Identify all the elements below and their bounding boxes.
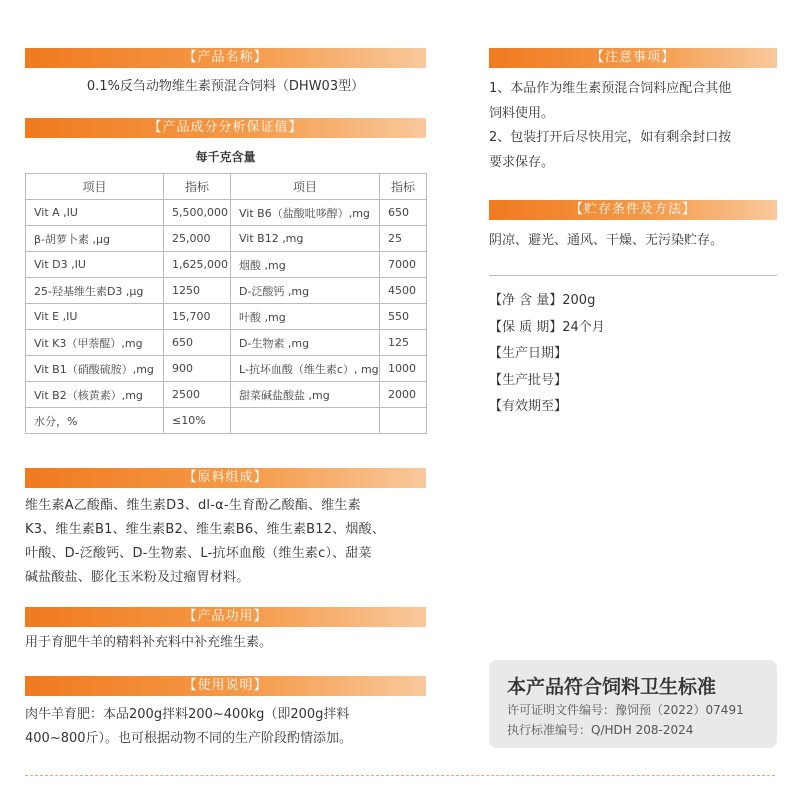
table-row: [26, 330, 427, 356]
analysis-header: 【产品成分分析保证值】: [25, 118, 426, 138]
shelf-life: 【保 质 期】24个月: [489, 319, 605, 335]
table-cell: 叶酸 ,mg: [231, 304, 380, 330]
standard-box: [489, 660, 777, 748]
table-cell: 甜菜碱盐酸盐 ,mg: [231, 382, 380, 408]
table-row: [26, 226, 427, 252]
function-header: 【产品功用】: [25, 607, 426, 627]
table-row: [26, 356, 427, 382]
table-cell: 15,700: [164, 304, 231, 330]
table-cell: 1250: [164, 278, 231, 304]
table-header-row: [26, 174, 427, 200]
notes-line: 饲料使用。: [489, 105, 555, 121]
table-cell: Vit D3 ,IU: [26, 252, 164, 278]
table-cell: 650: [380, 200, 427, 226]
net-weight: 【净 含 量】200g: [489, 293, 596, 308]
table-cell: 650: [164, 330, 231, 356]
table-row: [26, 252, 427, 278]
notes-line: 1、本品作为维生素预混合饲料应配合其他: [489, 81, 732, 96]
table-cell: Vit A ,IU: [26, 200, 164, 226]
ingredients-line: 叶酸、D-泛酸钙、D-生物素、L-抗坏血酸（维生素c）、甜菜: [25, 546, 372, 561]
table-cell: 2500: [164, 382, 231, 408]
ingredients-text: [25, 494, 440, 590]
table-cell: 水分，%: [26, 408, 164, 434]
column-header: 指标: [380, 174, 427, 200]
table-cell: Vit B1（硝酸硫胺）,mg: [26, 356, 164, 382]
product-name-text: 0.1%反刍动物维生素预混合饲料（DHW03型）: [86, 79, 365, 94]
table-cell: Vit E ,IU: [26, 304, 164, 330]
table-row: [26, 382, 427, 408]
table-cell: ≤10%: [164, 408, 231, 434]
table-cell: 2000: [380, 382, 427, 408]
exec-standard: 执行标准编号：Q/HDH 208-2024: [507, 723, 694, 737]
table-cell: 125: [380, 330, 427, 356]
info-list: [489, 288, 779, 421]
table-row: [26, 278, 427, 304]
ingredients-header: 【原料组成】: [25, 468, 426, 488]
table-cell: Vit B6（盐酸吡哆醇）,mg: [231, 200, 380, 226]
analysis-subtitle: 每千克含量: [195, 150, 256, 164]
ingredients-line: 碱盐酸盐、膨化玉米粉及过瘤胃材料。: [25, 570, 250, 585]
table-cell: [380, 408, 427, 434]
table-cell: 25: [380, 226, 427, 252]
usage-text: [25, 703, 440, 751]
table-cell: L-抗坏血酸（维生素c）, mg: [231, 356, 380, 382]
storage-text: 阴凉、避光、通风、干燥、无污染贮存。: [489, 233, 724, 248]
storage-header: 【贮存条件及方法】: [489, 200, 777, 220]
table-cell: 5,500,000: [164, 200, 231, 226]
table-cell: Vit B12 ,mg: [231, 226, 380, 252]
table-cell: 1,625,000: [164, 252, 231, 278]
usage-header: 【使用说明】: [25, 676, 426, 696]
expiry-date: 【有效期至】: [489, 399, 568, 414]
table-cell: 25,000: [164, 226, 231, 252]
table-cell: Vit K3（甲萘醌）,mg: [26, 330, 164, 356]
storage-divider: [489, 275, 777, 276]
table-cell: 4500: [380, 278, 427, 304]
table-cell: 550: [380, 304, 427, 330]
production-date: 【生产日期】: [489, 346, 568, 361]
license-number: 许可证明文件编号：豫饲预（2022）07491: [507, 703, 744, 717]
table-row: [26, 408, 427, 434]
usage-line: 肉牛羊育肥：本品200g拌料200~400kg（即200g拌料: [25, 707, 350, 722]
column-header: 项目: [26, 174, 164, 200]
product-name-header: 【产品名称】: [25, 48, 426, 68]
table-cell: 7000: [380, 252, 427, 278]
notes-line: 要求保存。: [489, 154, 555, 170]
column-header: 项目: [231, 174, 380, 200]
bottom-dashed-divider: [25, 775, 775, 776]
column-header: 指标: [164, 174, 231, 200]
table-row: [26, 304, 427, 330]
ingredients-line: K3、维生素B1、维生素B2、维生素B6、维生素B12、烟酸、: [25, 522, 386, 537]
table-cell: 25-羟基维生素D3 ,μg: [26, 278, 164, 304]
batch-number: 【生产批号】: [489, 372, 568, 388]
analysis-table: [25, 173, 427, 434]
table-cell: D-生物素 ,mg: [231, 330, 380, 356]
table-cell: [231, 408, 380, 434]
table-cell: 900: [164, 356, 231, 382]
standard-title: 本产品符合饲料卫生标准: [507, 676, 717, 698]
notes-text: [489, 77, 784, 175]
table-row: [26, 200, 427, 226]
usage-line: 400~800斤）。也可根据动物不同的生产阶段酌情添加。: [25, 731, 353, 746]
table-cell: 烟酸 ,mg: [231, 252, 380, 278]
table-cell: β-胡萝卜素 ,μg: [26, 226, 164, 252]
notes-line: 2、包装打开后尽快用完，如有剩余封口按: [489, 130, 732, 145]
table-cell: 1000: [380, 356, 427, 382]
notes-header: 【注意事项】: [489, 48, 777, 68]
table-cell: D-泛酸钙 ,mg: [231, 278, 380, 304]
ingredients-line: 维生素A乙酸酯、维生素D3、dl-α-生育酚乙酸酯、维生素: [25, 498, 361, 513]
function-text: 用于育肥牛羊的精料补充料中补充维生素。: [25, 635, 273, 650]
table-cell: Vit B2（核黄素）,mg: [26, 382, 164, 408]
